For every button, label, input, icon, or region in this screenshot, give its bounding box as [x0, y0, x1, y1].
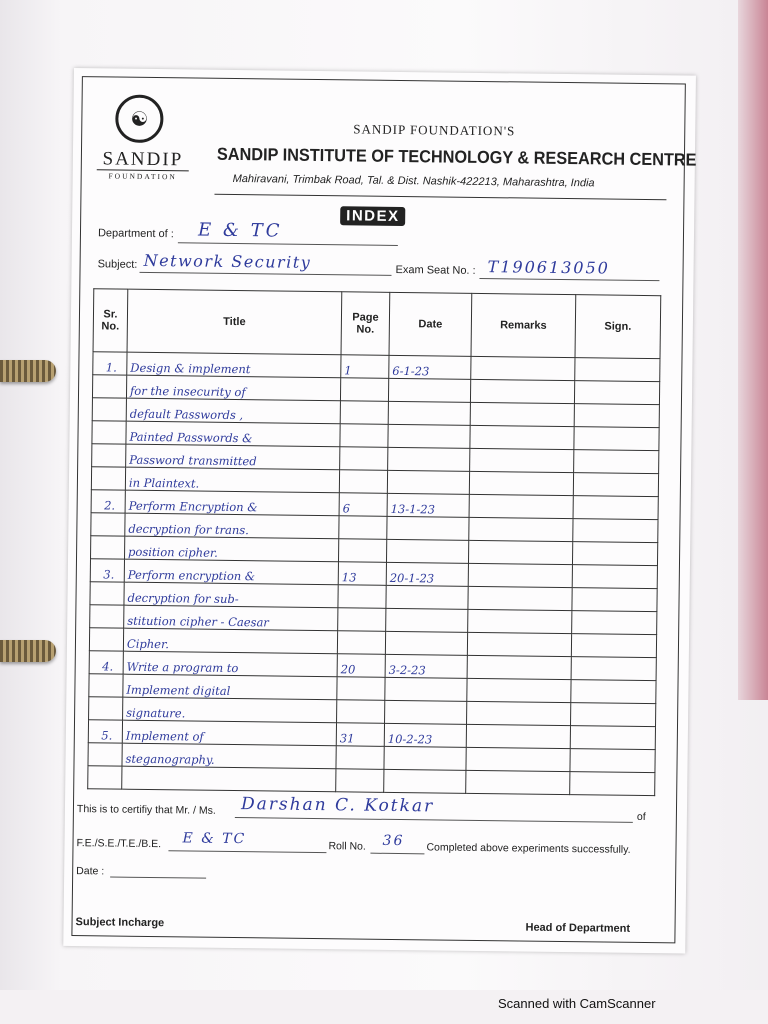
cell-remarks	[469, 471, 573, 495]
cell-page-no	[337, 677, 385, 701]
cell-date	[388, 378, 470, 402]
cell-remarks	[470, 402, 574, 426]
cell-date: 13-1-23	[387, 493, 469, 517]
cell-title: Design & implement	[127, 352, 341, 378]
cell-sign	[572, 611, 657, 635]
cell-page-no	[337, 631, 385, 655]
cell-date	[386, 608, 468, 632]
cell-remarks	[467, 678, 571, 702]
cell-page-no	[338, 608, 386, 632]
cell-sr-no	[88, 743, 122, 766]
cell-sr-no: 5.	[88, 720, 122, 743]
institute-address: Mahiravani, Trimbak Road, Tal. & Dist. Nashik-422213, Maharashtra, India	[232, 172, 595, 190]
cell-title: Write a program to	[123, 651, 337, 677]
certify-label: This is to certifiy that Mr. / Ms.	[76, 803, 216, 817]
cell-page-no	[340, 424, 388, 448]
cell-sr-no: 1.	[93, 352, 127, 375]
subject-label: Subject:	[97, 258, 138, 271]
cell-sign	[571, 703, 656, 727]
cell-date	[385, 700, 467, 724]
student-name: Darshan C. Kotkar	[240, 794, 435, 817]
cell-title: steganography.	[122, 743, 336, 769]
institute-name: SANDIP INSTITUTE OF TECHNOLOGY & RESEARCH CENTRE	[216, 143, 697, 170]
cell-remarks	[468, 563, 572, 587]
cell-page-no	[339, 516, 387, 540]
cell-title: for the insecurity of	[126, 375, 340, 401]
exam-seat-value: T190613050	[487, 257, 611, 278]
cell-remarks	[468, 586, 572, 610]
index-badge: INDEX	[340, 206, 406, 226]
cell-title: in Plaintext.	[125, 467, 339, 493]
cell-page-no: 13	[338, 562, 386, 586]
cell-date	[387, 470, 469, 494]
cell-sign	[570, 726, 655, 750]
cell-title: Painted Passwords &	[126, 421, 340, 447]
cell-title: Perform Encryption &	[125, 490, 339, 516]
cell-sign	[573, 473, 658, 497]
cell-title: position cipher.	[125, 536, 339, 562]
cell-remarks	[467, 655, 571, 679]
head-of-department-label: Head of Department	[525, 921, 631, 935]
department-label: Department of :	[97, 227, 174, 241]
cell-date	[388, 424, 470, 448]
class-label: F.E./S.E./T.E./B.E.	[76, 837, 162, 851]
binder-cover-edge	[738, 0, 768, 700]
cell-page-no: 20	[337, 654, 385, 678]
header-date: Date	[389, 292, 472, 356]
cell-page-no: 31	[336, 723, 384, 747]
subject-incharge-label: Subject Incharge	[75, 916, 165, 930]
cell-title: Password transmitted	[126, 444, 340, 470]
cell-sr-no	[90, 582, 124, 605]
binder-ring	[0, 640, 56, 662]
cell-title: Cipher.	[123, 628, 337, 654]
cell-remarks	[468, 609, 572, 633]
cell-sr-no	[89, 628, 123, 651]
cell-date	[384, 769, 466, 793]
cell-remarks	[466, 770, 570, 794]
cell-page-no	[336, 746, 384, 770]
cell-sign	[571, 680, 656, 704]
cell-sr-no: 3.	[90, 559, 124, 582]
cell-sr-no	[92, 398, 126, 421]
header-remarks: Remarks	[471, 293, 576, 357]
foundation-name: SANDIP FOUNDATION'S	[353, 121, 516, 139]
cell-date	[388, 401, 470, 425]
cell-sr-no	[90, 605, 124, 628]
cell-remarks	[469, 494, 573, 518]
cell-remarks	[469, 517, 573, 541]
logo-word: SANDIP	[102, 148, 184, 171]
cell-sign	[572, 565, 657, 589]
cell-remarks	[470, 448, 574, 472]
header-sr-no: Sr. No.	[93, 289, 128, 352]
cell-sign	[570, 749, 655, 773]
cell-page-no: 6	[339, 493, 387, 517]
of-label: of	[636, 810, 646, 824]
cell-sign	[575, 358, 660, 382]
cell-sign	[574, 427, 659, 451]
cell-remarks	[467, 632, 571, 656]
cell-title: decryption for sub-	[124, 582, 338, 608]
cell-remarks	[468, 540, 572, 564]
cell-sr-no	[91, 513, 125, 536]
cell-title: Implement digital	[123, 674, 337, 700]
header-title: Title	[127, 289, 342, 355]
cell-sign	[570, 772, 655, 796]
cell-remarks	[470, 425, 574, 449]
cell-sr-no	[88, 766, 122, 789]
cell-remarks	[470, 379, 574, 403]
header-page-no: Page No.	[341, 292, 390, 356]
cell-page-no	[338, 539, 386, 563]
cell-sr-no	[91, 467, 125, 490]
cell-sr-no: 2.	[91, 490, 125, 513]
cell-sign	[572, 588, 657, 612]
cell-page-no	[340, 447, 388, 471]
cell-sr-no	[89, 697, 123, 720]
subject-value: Network Security	[143, 250, 312, 272]
cell-sign	[572, 542, 657, 566]
table-header-row	[93, 289, 661, 359]
cell-page-no: 1	[341, 355, 389, 379]
date-label: Date :	[76, 865, 105, 878]
cell-page-no	[336, 769, 384, 793]
cell-sign	[574, 404, 659, 428]
cell-date: 6-1-23	[389, 355, 471, 379]
cell-date: 3-2-23	[385, 654, 467, 678]
cell-title	[122, 766, 336, 792]
cell-page-no	[340, 401, 388, 425]
completed-text: Completed above experiments successfully.	[426, 841, 631, 856]
cell-title: default Passwords ,	[126, 398, 340, 424]
camscanner-watermark: Scanned with CamScanner	[498, 996, 656, 1011]
cell-date	[385, 677, 467, 701]
cell-date: 20-1-23	[386, 562, 468, 586]
cell-page-no	[337, 700, 385, 724]
cell-title: signature.	[123, 697, 337, 723]
cell-sign	[574, 381, 659, 405]
cell-title: Perform encryption &	[124, 559, 338, 585]
cell-date	[386, 585, 468, 609]
cell-title: Implement of	[122, 720, 336, 746]
cell-sign	[574, 450, 659, 474]
cell-sr-no	[92, 421, 126, 444]
cell-remarks	[467, 701, 571, 725]
cell-date	[385, 631, 467, 655]
cell-date	[384, 746, 466, 770]
index-table-body	[88, 352, 660, 796]
class-value: E & TC	[182, 830, 247, 848]
cell-sign	[571, 634, 656, 658]
cell-sr-no: 4.	[89, 651, 123, 674]
roll-label: Roll No.	[328, 840, 366, 853]
sandip-logo-icon: ☯	[115, 95, 164, 144]
index-sheet	[63, 68, 696, 954]
cell-page-no	[340, 378, 388, 402]
cell-date	[387, 516, 469, 540]
logo-subtext: FOUNDATION	[97, 169, 189, 181]
cell-sr-no	[89, 674, 123, 697]
cell-title: decryption for trans.	[125, 513, 339, 539]
index-table	[87, 288, 661, 796]
department-value: E & TC	[197, 219, 283, 242]
cell-sr-no	[92, 444, 126, 467]
cell-title: stitution cipher - Caesar	[124, 605, 338, 631]
cell-sr-no	[92, 375, 126, 398]
cell-remarks	[466, 747, 570, 771]
cell-page-no	[338, 585, 386, 609]
cell-date: 10-2-23	[384, 723, 466, 747]
cell-remarks	[466, 724, 570, 748]
cell-sign	[571, 657, 656, 681]
cell-sign	[573, 519, 658, 543]
cell-date	[388, 447, 470, 471]
cell-sr-no	[91, 536, 125, 559]
header-sign: Sign.	[575, 295, 661, 359]
cell-remarks	[471, 356, 575, 380]
roll-value: 36	[382, 832, 405, 850]
cell-page-no	[339, 470, 387, 494]
exam-seat-label: Exam Seat No. :	[395, 263, 476, 277]
binder-ring	[0, 360, 56, 382]
cell-date	[386, 539, 468, 563]
cell-sign	[573, 496, 658, 520]
